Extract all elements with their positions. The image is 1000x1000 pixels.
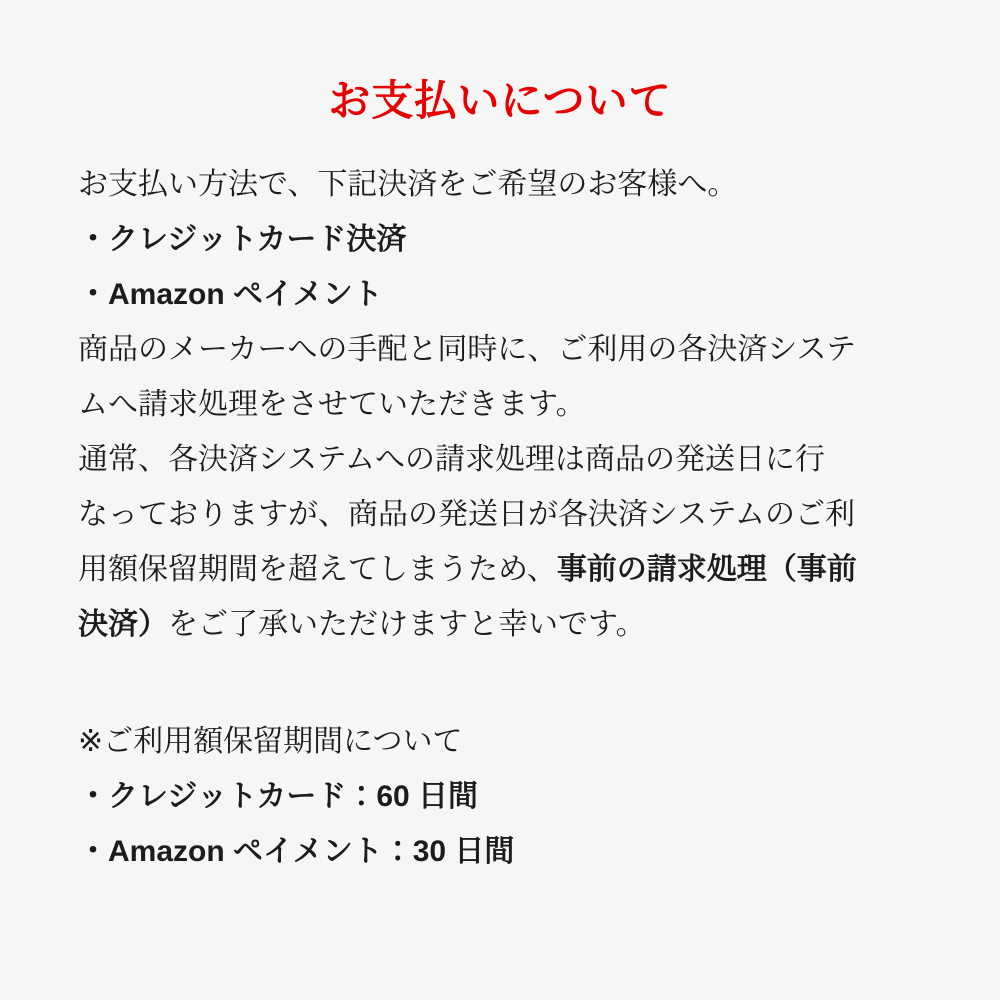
text-line: [78, 714, 922, 769]
text-segment: ムへ請求処理をさせていただきます。: [78, 388, 586, 421]
text-line: [78, 597, 922, 652]
text-line: [78, 824, 922, 879]
bold-text-segment: 決済）: [78, 608, 168, 641]
text-line: [78, 487, 922, 542]
text-line: [78, 212, 922, 267]
text-segment: なっておりますが、商品の発送日が各決済システムのご利: [78, 498, 855, 531]
text-segment: 用額保留期間を超えてしまうため、: [78, 553, 557, 586]
paragraph-spacer: [78, 652, 922, 714]
text-segment: お支払い方法で、下記決済をご希望のお客様へ。: [78, 168, 738, 201]
text-line: [78, 157, 922, 212]
bold-text-segment: ・Amazon ペイメント：30 日間: [78, 835, 515, 868]
bold-text-segment: ・クレジットカード：60 日間: [78, 780, 479, 813]
notice-body: [0, 157, 1000, 879]
text-segment: ※ご利用額保留期間について: [78, 725, 463, 758]
text-segment: 通常、各決済システムへの請求処理は商品の発送日に行: [78, 443, 825, 476]
text-line: [78, 377, 922, 432]
bold-text-segment: ・クレジットカード決済: [78, 223, 407, 256]
text-line: [78, 267, 922, 322]
bold-text-segment: 事前の請求処理（事前: [556, 553, 857, 586]
text-line: [78, 322, 922, 377]
text-line: [78, 769, 922, 824]
text-line: [78, 542, 922, 597]
bold-text-segment: ・Amazon ペイメント: [78, 278, 383, 311]
text-segment: 商品のメーカーへの手配と同時に、ご利用の各決済システ: [78, 333, 856, 366]
page-title: お支払いについて: [328, 77, 672, 124]
text-segment: をご了承いただけますと幸いです。: [168, 608, 646, 641]
text-line: [78, 432, 922, 487]
